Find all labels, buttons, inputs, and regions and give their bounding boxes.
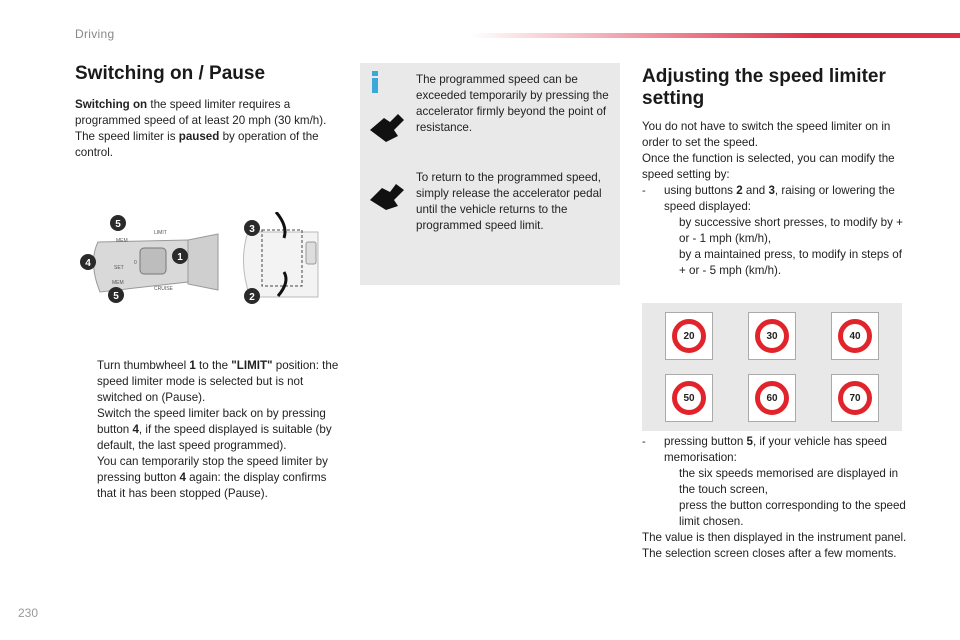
control-set: SET [114,265,124,271]
sub-bullet-item: by successive short presses, to modify by + or - 1 mph (km/h), [679,216,903,245]
speed-signs-panel [642,303,902,431]
speed-limit-sign: 50 [672,381,706,415]
right-title: Adjusting the speed limiter setting [642,66,886,109]
control-mem-top: MEM [116,238,128,244]
speed-limit-sign: 20 [672,319,706,353]
dash-item: - using buttons 2 and 3, raising or lowering the speed displayed: [642,184,895,213]
paragraph: You do not have to switch the speed limiter on in order to set the speed. [642,120,891,149]
speed-sign-tile[interactable] [748,312,796,360]
figure-label-3: 3 [249,224,255,235]
figure-label-5a: 5 [115,219,121,230]
info-paragraph-1: The programmed speed can be exceeded temporarily by pressing the accelerator firmly beyond the point of resistance. [416,73,609,134]
bullet-item: Turn thumbwheel 1 to the "LIMIT" position: the speed limiter mode is selected but is not switched on (Pause). [97,359,339,404]
speed-limit-sign: 30 [755,319,789,353]
dash-item: - pressing button 5, if your vehicle has speed memorisation: [642,435,888,464]
right-text-block-2 [642,434,907,562]
control-zero: 0 [134,260,137,266]
control-limit: LIMIT [154,230,167,236]
control-mem-bottom: MEM [112,280,124,286]
speed-limit-sign: 70 [838,381,872,415]
control-cruise: CRUISE [154,286,173,292]
speed-sign-tile[interactable] [831,312,879,360]
speed-limit-sign: 60 [755,381,789,415]
paragraph: Once the function is selected, you can modify the speed setting by: [642,152,895,181]
bullet-item: Switch the speed limiter back on by pressing button 4, if the speed displayed is suitable (by default, the last speed programmed). [97,407,332,452]
header-rule [470,33,960,38]
speed-sign-tile[interactable] [665,312,713,360]
foot-press-icon [368,110,408,144]
bullet-item: You can temporarily stop the speed limiter by pressing button 4 again: the display confirms that it has been stopped (Pause). [97,455,328,500]
right-text-block-1 [642,119,907,279]
speed-sign-tile[interactable] [831,374,879,422]
figure-label-2: 2 [249,292,255,303]
speed-sign-tile[interactable] [748,374,796,422]
speed-sign-tile[interactable] [665,374,713,422]
figure-label-4: 4 [85,258,91,269]
info-icon [366,69,386,95]
figure-label-5b: 5 [113,291,119,302]
control-stalk-figure [78,212,348,312]
left-bullet-list [75,358,345,502]
paragraph: The selection screen closes after a few moments. [642,547,897,560]
sub-bullet-item: by a maintained press, to modify in steps of + or - 5 mph (km/h). [679,248,902,277]
info-paragraph-2: To return to the programmed speed, simply release the accelerator pedal until the vehicle returns to the programmed speed limit. [416,171,602,232]
figure-label-1: 1 [177,252,183,263]
sub-bullet-item: press the button corresponding to the speed limit chosen. [679,499,906,528]
paragraph: The value is then displayed in the instrument panel. [642,531,907,544]
foot-release-icon [368,178,408,212]
speed-limit-sign: 40 [838,319,872,353]
left-intro: Switching on the speed limiter requires a programmed speed of at least 20 mph (30 km/h). The speed limiter is paused by operation of the control. [75,98,327,159]
sub-bullet-item: the six speeds memorised are displayed in the touch screen, [679,467,899,496]
left-title: Switching on / Pause [75,63,266,84]
section-label: Driving [75,27,115,41]
page-number: 230 [18,606,39,620]
